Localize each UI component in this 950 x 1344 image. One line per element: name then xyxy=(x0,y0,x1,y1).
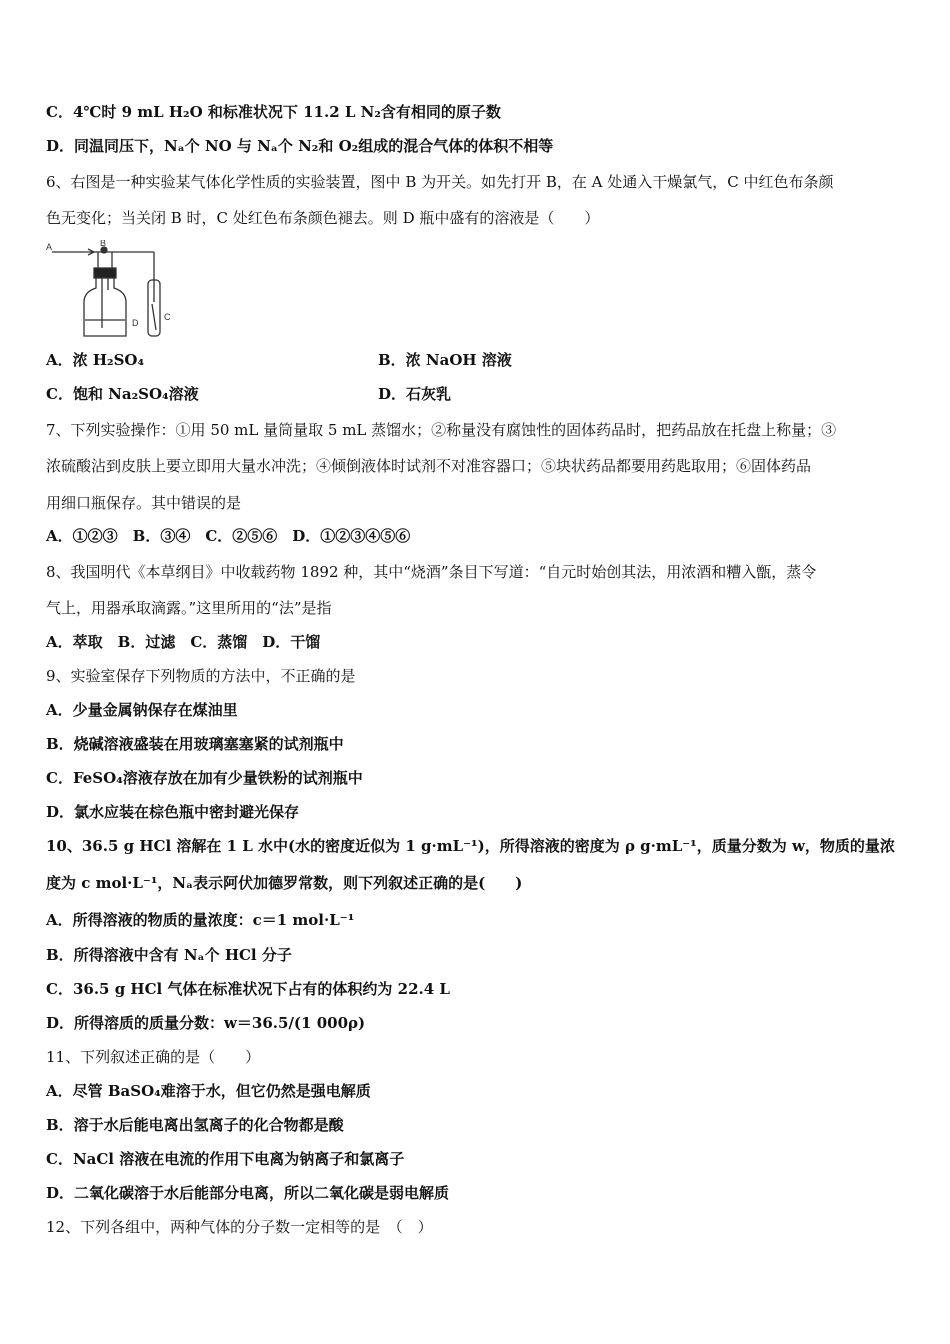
q7-stem-line-2: 浓硫酸沾到皮肤上要立即用大量水冲洗；④倾倒液体时试剂不对准容器口；⑤块状药品都要用药匙取用；⑥固体药品 xyxy=(46,457,812,475)
q11-option-b: B．溶于水后能电离出氢离子的化合物都是酸 xyxy=(46,1116,344,1134)
q6-option-d: D．石灰乳 xyxy=(378,385,452,403)
q6-options-row-2 xyxy=(46,384,908,404)
q9-option-d: D．氯水应装在棕色瓶中密封避光保存 xyxy=(46,803,300,821)
q11-option-a: A．尽管 BaSO₄难溶于水，但它仍然是强电解质 xyxy=(46,1082,371,1100)
q6-option-a: A．浓 H₂SO₄ xyxy=(46,351,145,369)
q8-stem-line-2: 气上，用器承取滴露。”这里所用的“法”是指 xyxy=(46,599,332,617)
q10-stem-line-1: 10、36.5 g HCl 溶解在 1 L 水中(水的密度近似为 1 g·mL⁻¹)，所得溶液的密度为 ρ g·mL⁻¹，质量分数为 w，物质的量浓 xyxy=(46,837,895,855)
bottle-stopper xyxy=(94,268,116,278)
q10-option-a: A．所得溶液的物质的量浓度：c＝1 mol·L⁻¹ xyxy=(46,911,355,929)
q10-option-b: B．所得溶液中含有 Nₐ个 HCl 分子 xyxy=(46,946,292,964)
q6-stem-line-1: 6、右图是一种实验某气体化学性质的实验装置，图中 B 为开关。如先打开 B，在 A 处通入干燥氯气，C 中红色布条颜 xyxy=(46,173,834,191)
q5-option-d: D．同温同压下，Nₐ个 NO 与 Nₐ个 N₂和 O₂组成的混合气体的体积不相等 xyxy=(46,137,554,155)
label-c: C xyxy=(164,312,171,322)
bottle-d xyxy=(84,278,126,336)
q6-option-c: C．饱和 Na₂SO₄溶液 xyxy=(46,385,199,403)
q9-option-a: A．少量金属钠保存在煤油里 xyxy=(46,701,238,719)
cloth-strip xyxy=(152,304,156,330)
q9-option-c: C．FeSO₄溶液存放在加有少量铁粉的试剂瓶中 xyxy=(46,769,363,787)
q9-stem: 9、实验室保存下列物质的方法中，不正确的是 xyxy=(46,667,356,685)
label-b: B xyxy=(100,240,107,248)
q6-options-row-1 xyxy=(46,350,908,370)
q8-options: A．萃取 B．过滤 C．蒸馏 D．干馏 xyxy=(46,633,321,651)
label-a: A xyxy=(46,242,53,252)
label-d: D xyxy=(132,318,139,328)
q6-option-b: B．浓 NaOH 溶液 xyxy=(378,351,512,369)
q7-stem-line-1: 7、下列实验操作：①用 50 mL 量筒量取 5 mL 蒸馏水；②称量没有腐蚀性的固体药品时，把药品放在托盘上称量；③ xyxy=(46,421,837,439)
q11-stem: 11、下列叙述正确的是（ ） xyxy=(46,1048,261,1066)
q10-option-d: D．所得溶质的质量分数：w＝36.5/(1 000ρ) xyxy=(46,1014,366,1032)
q11-option-c: C．NaCl 溶液在电流的作用下电离为钠离子和氯离子 xyxy=(46,1150,405,1168)
q9-option-b: B．烧碱溶液盛装在用玻璃塞塞紧的试剂瓶中 xyxy=(46,735,344,753)
q6-stem-line-2: 色无变化；当关闭 B 时，C 处红色布条颜色褪去。则 D 瓶中盛有的溶液是（ ） xyxy=(46,209,600,227)
q12-stem: 12、下列各组中，两种气体的分子数一定相等的是 （ ） xyxy=(46,1218,433,1236)
q7-options: A．①②③ B．③④ C．②⑤⑥ D．①②③④⑤⑥ xyxy=(46,527,411,545)
apparatus-diagram xyxy=(46,240,182,340)
q5-option-c: C．4℃时 9 mL H₂O 和标准状况下 11.2 L N₂含有相同的原子数 xyxy=(46,103,501,121)
q11-option-d: D．二氧化碳溶于水后能部分电离，所以二氧化碳是弱电解质 xyxy=(46,1184,450,1202)
q10-option-c: C．36.5 g HCl 气体在标准状况下占有的体积约为 22.4 L xyxy=(46,980,450,998)
q10-stem-line-2: 度为 c mol·L⁻¹，Nₐ表示阿伏加德罗常数，则下列叙述正确的是( ) xyxy=(46,874,523,892)
q7-stem-line-3: 用细口瓶保存。其中错误的是 xyxy=(46,494,242,512)
q8-stem-line-1: 8、我国明代《本草纲目》中收载药物 1892 种，其中“烧酒”条目下写道：“自元时始创其法，用浓酒和糟入甑，蒸令 xyxy=(46,563,817,581)
